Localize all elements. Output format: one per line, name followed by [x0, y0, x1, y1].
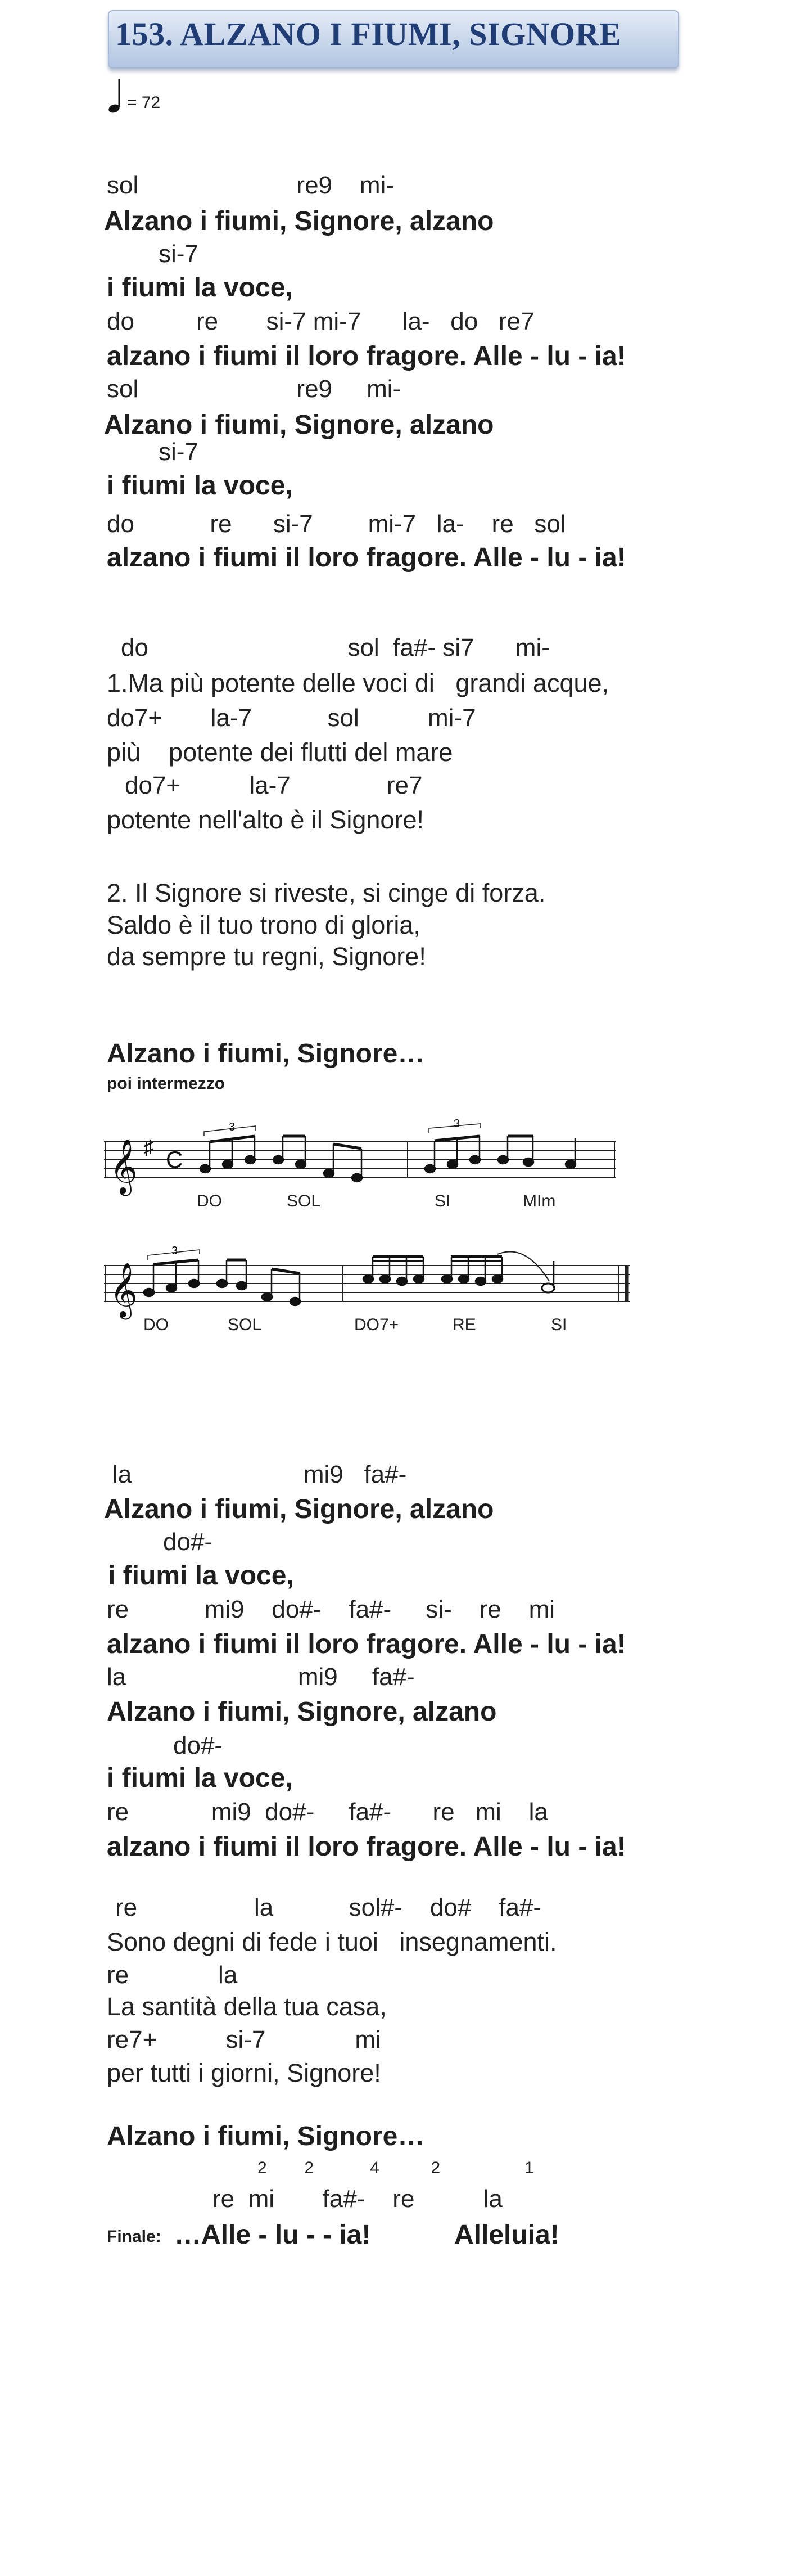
chord-line: re7+ si-7 mi — [107, 2026, 381, 2053]
chord-line: do#- — [163, 1528, 213, 1556]
finale-lyric: …Alle - lu - - ia! — [174, 2220, 371, 2250]
lyric-line: i fiumi la voce, — [107, 273, 293, 303]
finale-alleluia: Alleluia! — [454, 2220, 559, 2250]
lyric-line: più potente dei flutti del mare — [107, 738, 453, 767]
refrain-reference: Alzano i fiumi, Signore… — [107, 1039, 425, 1069]
chord-line: re la — [107, 1961, 238, 1989]
chord-label: DO7+ — [354, 1316, 399, 1334]
chord-label: SOL — [228, 1316, 262, 1334]
treble-clef-icon: 𝄞 — [110, 1140, 138, 1192]
chord-line: do sol fa#- si7 mi- — [121, 634, 550, 661]
lyric-line: Alzano i fiumi, Signore, alzano — [104, 410, 494, 440]
lyric-line: alzano i fiumi il loro fragore. Alle - lu - ia! — [107, 341, 626, 371]
lyric-line: da sempre tu regni, Signore! — [107, 942, 426, 971]
chord-line: do7+ la-7 re7 — [125, 772, 423, 799]
triplet-mark: 3 — [171, 1245, 178, 1257]
music-staff-1 — [104, 1119, 621, 1221]
tempo-value: = 72 — [127, 93, 161, 112]
chord-line: do re si-7 mi-7 la- do re7 — [107, 308, 535, 335]
intermezzo-label: poi intermezzo — [107, 1074, 225, 1093]
quarter-note-icon — [107, 76, 124, 115]
treble-clef-icon: 𝄞 — [110, 1263, 138, 1316]
lyric-line: potente nell'alto è il Signore! — [107, 805, 424, 834]
chord-label: DO — [143, 1316, 169, 1334]
chord-line: re mi9 do#- fa#- si- re mi — [107, 1596, 555, 1623]
lyric-line: Saldo è il tuo trono di gloria, — [107, 911, 420, 939]
chord-label: SI — [435, 1192, 451, 1210]
lyric-line: alzano i fiumi il loro fragore. Alle - lu - ia! — [107, 543, 626, 573]
chord-line: la mi9 fa#- — [107, 1663, 415, 1691]
chord-line: si-7 — [159, 240, 198, 268]
refrain-reference: Alzano i fiumi, Signore… — [107, 2122, 425, 2151]
lyric-line: La santità della tua casa, — [107, 1992, 387, 2021]
lyric-line: 1.Ma più potente delle voci di grandi acque, — [107, 669, 609, 697]
sharp-icon: ♯ — [143, 1136, 153, 1159]
song-title: 153. ALZANO I FIUMI, SIGNORE — [115, 16, 622, 52]
lyric-line: i fiumi la voce, — [108, 1561, 294, 1591]
chord-line: re mi fa#- re la — [212, 2185, 503, 2213]
finale-label: Finale: — [107, 2227, 161, 2246]
lyric-line: Sono degni di fede i tuoi insegnamenti. — [107, 1928, 557, 1956]
lyric-line: 2. Il Signore si riveste, si cinge di forza. — [107, 879, 546, 907]
lyric-line: i fiumi la voce, — [107, 471, 293, 501]
time-signature-c: C — [166, 1146, 183, 1173]
chord-line: sol re9 mi- — [107, 375, 401, 403]
chord-label: MIm — [523, 1192, 556, 1210]
chord-line: do re si-7 mi-7 la- re sol — [107, 510, 566, 538]
lyric-line: alzano i fiumi il loro fragore. Alle - lu - ia! — [107, 1629, 626, 1659]
chord-line: do#- — [173, 1732, 223, 1759]
chord-label: RE — [453, 1316, 476, 1334]
triplet-mark: 3 — [454, 1119, 460, 1130]
chord-line: la mi9 fa#- — [112, 1461, 407, 1488]
chord-label: SOL — [287, 1192, 321, 1210]
lyric-line: Alzano i fiumi, Signore, alzano — [104, 206, 494, 236]
lyric-line: Alzano i fiumi, Signore, alzano — [107, 1697, 497, 1727]
chord-line: do7+ la-7 sol mi-7 — [107, 704, 476, 732]
triplet-mark: 3 — [229, 1121, 236, 1133]
chord-line: re mi9 do#- fa#- re mi la — [107, 1798, 548, 1826]
music-staff-2 — [104, 1243, 632, 1344]
chord-line: si-7 — [159, 438, 198, 466]
chord-line: sol re9 mi- — [107, 172, 394, 199]
chord-line: re la sol#- do# fa#- — [115, 1894, 542, 1921]
fingering-numbers: 2 2 4 2 1 — [257, 2159, 534, 2177]
lyric-line: per tutti i giorni, Signore! — [107, 2059, 381, 2087]
chord-label: SI — [551, 1316, 567, 1334]
lyric-line: Alzano i fiumi, Signore, alzano — [104, 1494, 494, 1524]
chord-label: DO — [197, 1192, 222, 1210]
lyric-line: i fiumi la voce, — [107, 1763, 293, 1793]
lyric-line: alzano i fiumi il loro fragore. Alle - lu - ia! — [107, 1832, 626, 1862]
